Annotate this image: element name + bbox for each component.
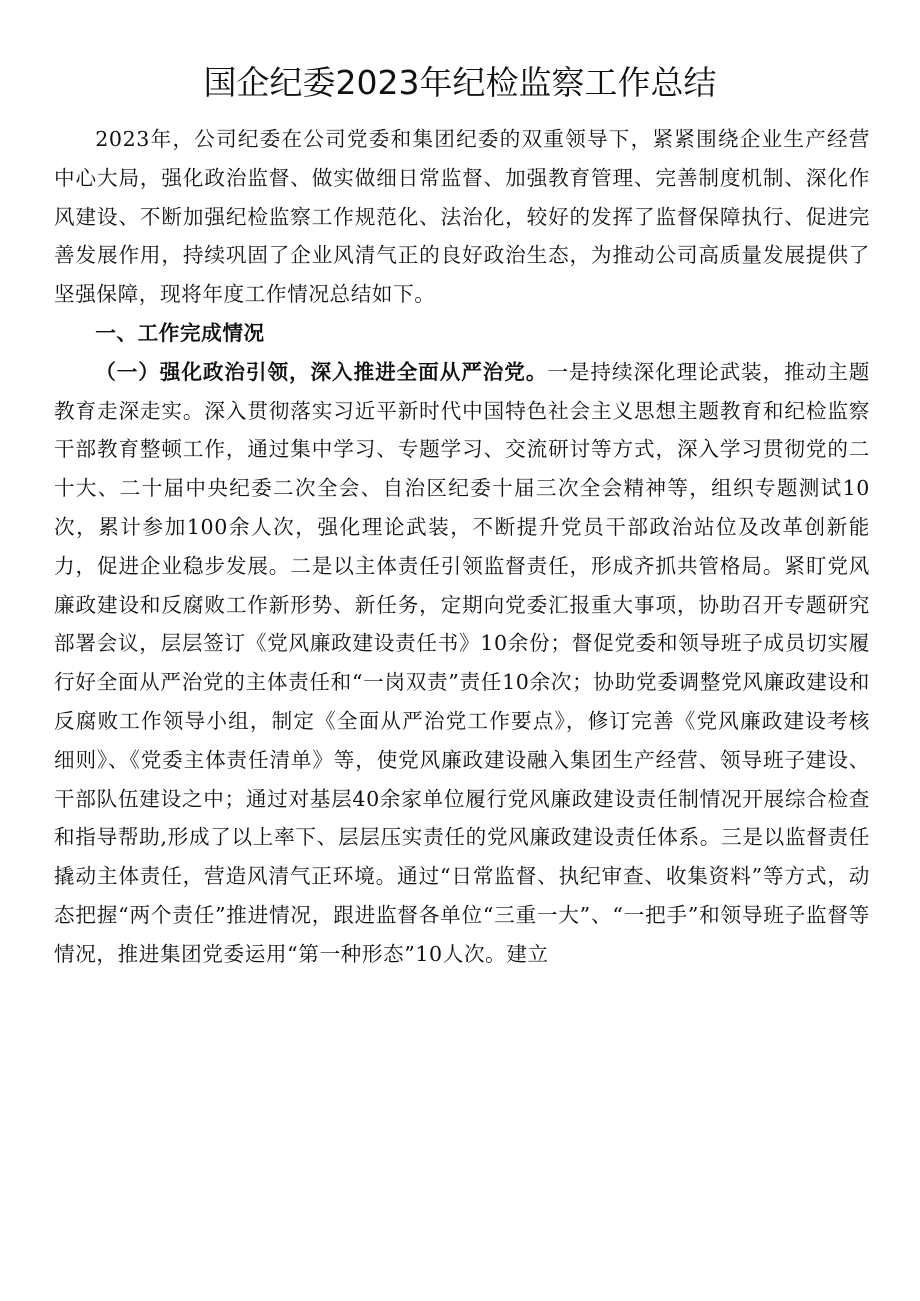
paragraph-lead: （一）强化政治引领，深入推进全面从严治党。 <box>95 359 548 384</box>
intro-paragraph: 2023年，公司纪委在公司党委和集团纪委的双重领导下，紧紧围绕企业生产经营中心大局，强化政治监督、做实做细日常监督、加强教育管理、完善制度机制、深化作风建设、不断加强纪检监察工作规范化、法治化，较好的发挥了监督保障执行、促进完善发展作用，持续巩固了企业风清气正的良好政治生态，为推动公司高质量发展提供了坚强保障，现将年度工作情况总结如下。 <box>54 127 870 307</box>
section-heading: 一、工作完成情况 <box>95 320 265 345</box>
document-title: 国企纪委2023年纪检监察工作总结 <box>203 63 717 102</box>
paragraph-text: 一是持续深化理论武装，推动主题教育走深走实。深入贯彻落实习近平新时代中国特色社会主义思想主题教育和纪检监察干部教育整顿工作，通过集中学习、专题学习、交流研讨等方式，深入学习贯彻党的二十大、二十届中央纪委二次全会、自治区纪委十届三次全会精神等，组织专题测试10次，累计参加100余人次，强化理论武装，不断提升党员干部政治站位及改革创新能力，促进企业稳步发展。二是以主体责任引领监督责任，形成齐抓共管格局。紧盯党风廉政建设和反腐败工作新形势、新任务，定期向党委汇报重大事项，协助召开专题研究部署会议，层层签订《党风廉政建设责任书》10余份；督促党委和领导班子成员切实履行好全面从严治党的主体责任和“一岗双责”责任10余次；协助党委调整党风廉政建设和反腐败工作领导小组，制定《全面从严治党工作要点》，修订完善《党风廉政建设考核细则》、《党委主体责任清单》等，使党风廉政建设融入集团生产经营、领导班子建设、干部队伍建设之中；通过对基层40余家单位履行党风廉政建设责任制情况开展综合检查和指导帮助,形成了以上率下、层层压实责任的党风廉政建设责任体系。三是以监督责任撬动主体责任，营造风清气正环境。通过“日常监督、执纪审查、收集资料”等方式，动态把握“两个责任”推进情况，跟进监督各单位“三重一大”、“一把手”和领导班子监督等情况，推进集团党委运用“第一种形态”10人次。建立 <box>54 359 870 966</box>
document-body <box>54 120 870 974</box>
section-paragraph <box>54 353 870 974</box>
